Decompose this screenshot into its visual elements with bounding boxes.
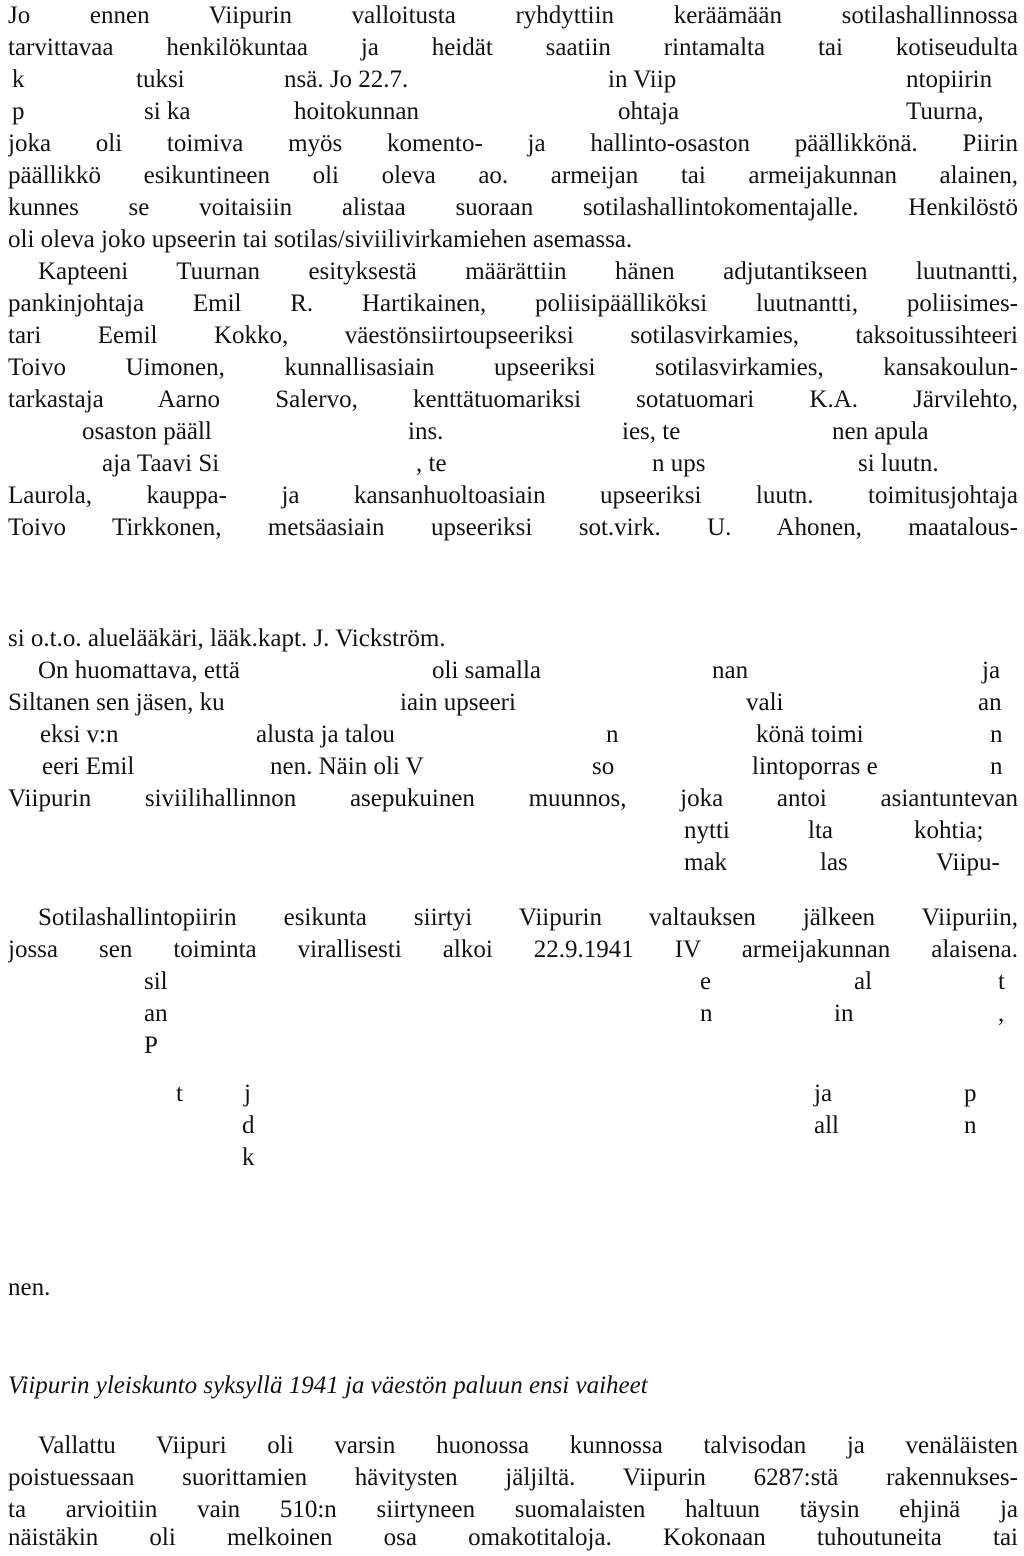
text-fragment: j — [244, 1080, 251, 1107]
text-fragment: t — [998, 968, 1005, 995]
text-line: Laurola, kauppa- ja kansanhuoltoasiain upseeriksi luutn. toimitusjohtaja — [8, 482, 1018, 509]
text-fragment: hoitokunnan — [294, 98, 419, 125]
text-fragment: nytti — [684, 817, 730, 844]
text-line: tarkastaja Aarno Salervo, kenttätuomariksi sotatuomari K.A. Järvilehto, — [8, 386, 1018, 413]
text-fragment: kohtia; — [914, 817, 984, 844]
text-fragment: iain upseeri — [400, 689, 516, 716]
text-line: si o.t.o. aluelääkäri, lääk.kapt. J. Vickström. — [8, 625, 446, 652]
text-fragment: in — [834, 1000, 854, 1027]
text-line: ta arvioitiin vain 510:n siirtyneen suomalaisten haltuun täysin ehjinä ja — [8, 1496, 1018, 1523]
text-line: Vallattu Viipuri oli varsin huonossa kunnossa talvisodan ja venäläisten — [38, 1432, 1018, 1459]
text-fragment: n — [700, 1000, 713, 1027]
text-fragment: so — [592, 753, 615, 780]
section-heading: Viipurin yleiskunto syksyllä 1941 ja väestön paluun ensi vaiheet — [8, 1372, 648, 1399]
text-fragment: osaston pääll — [82, 418, 212, 445]
text-fragment: mak — [684, 849, 728, 876]
text-fragment: Siltanen sen jäsen, ku — [8, 689, 225, 716]
text-fragment: p — [12, 98, 25, 125]
text-fragment: p — [964, 1080, 977, 1107]
text-line: Toivo Uimonen, kunnallisasiain upseeriksi sotilasvirkamies, kansakoulun- — [8, 354, 1018, 381]
text-line: oli oleva joko upseerin tai sotilas/siviilivirkamiehen asemassa. — [8, 226, 633, 253]
text-line: pankinjohtaja Emil R. Hartikainen, poliisipäälliköksi luutnantti, poliisimes- — [8, 290, 1018, 317]
text-fragment: nen apula — [832, 418, 929, 445]
text-fragment: lintoporras e — [752, 753, 878, 780]
text-fragment: n — [606, 721, 619, 748]
text-fragment: d — [242, 1112, 255, 1139]
text-line: päällikkö esikuntineen oli oleva ao. armeijan tai armeijakunnan alainen, — [8, 162, 1018, 189]
text-fragment: k — [12, 66, 25, 93]
text-fragment: Viipu- — [936, 849, 1000, 876]
text-fragment: ies, te — [622, 418, 681, 445]
text-fragment: si luutn. — [858, 450, 939, 477]
text-fragment: eksi v:n — [40, 721, 119, 748]
text-line: nen. — [8, 1274, 51, 1301]
text-fragment: lta — [808, 817, 833, 844]
text-fragment: , — [998, 1000, 1005, 1027]
text-fragment: oli samalla — [432, 657, 541, 684]
text-fragment: n ups — [652, 450, 706, 477]
text-fragment: n — [964, 1112, 977, 1139]
text-fragment: al — [854, 968, 873, 995]
text-fragment: ja — [982, 657, 1001, 684]
text-line: Viipurin siviilihallinnon asepukuinen muunnos, joka antoi asiantuntevan — [8, 785, 1018, 812]
text-fragment: n — [990, 753, 1003, 780]
text-line: joka oli toimiva myös komento- ja hallinto-osaston päällikkönä. Piirin — [8, 130, 1018, 157]
text-fragment: eeri Emil — [42, 753, 135, 780]
text-fragment: an — [978, 689, 1002, 716]
text-fragment: tuksi — [136, 66, 185, 93]
text-fragment: t — [176, 1080, 183, 1107]
text-fragment: nsä. Jo 22.7. — [284, 66, 409, 93]
text-fragment: sil — [144, 968, 168, 995]
text-line: kunnes se voitaisiin alistaa suoraan sotilashallintokomentajalle. Henkilöstö — [8, 194, 1018, 221]
text-fragment: Tuurna, — [906, 98, 984, 125]
text-line: näistäkin oli melkoinen osa omakotitaloja. Kokonaan tuhoutuneita tai — [8, 1524, 1018, 1551]
text-fragment: nan — [712, 657, 749, 684]
text-fragment: si ka — [144, 98, 191, 125]
text-fragment: P — [144, 1032, 158, 1059]
text-fragment: las — [820, 849, 848, 876]
text-line: Sotilashallintopiirin esikunta siirtyi Viipurin valtauksen jälkeen Viipuriin, — [38, 904, 1018, 931]
text-fragment: nen. Näin oli V — [270, 753, 424, 780]
document-page — [8, 0, 1020, 1556]
text-fragment: vali — [746, 689, 784, 716]
text-fragment: n — [990, 721, 1003, 748]
text-fragment: an — [144, 1000, 168, 1027]
text-fragment: ntopiirin — [906, 66, 993, 93]
text-fragment: in Viip — [608, 66, 677, 93]
text-line: Toivo Tirkkonen, metsäasiain upseeriksi sot.virk. U. Ahonen, maatalous- — [8, 514, 1018, 541]
text-fragment: On huomattava, että — [38, 657, 241, 684]
text-fragment: all — [814, 1112, 839, 1139]
text-fragment: alusta ja talou — [256, 721, 395, 748]
text-line: Jo ennen Viipurin valloitusta ryhdyttiin keräämään sotilashallinnossa — [8, 2, 1018, 29]
text-fragment: ohtaja — [618, 98, 680, 125]
text-fragment: , te — [416, 450, 447, 477]
text-line: tarvittavaa henkilökuntaa ja heidät saatiin rintamalta tai kotiseudulta — [8, 34, 1018, 61]
text-line: poistuessaan suorittamien hävitysten jäljiltä. Viipurin 6287:stä rakennukses- — [8, 1464, 1018, 1491]
text-fragment: ja — [814, 1080, 833, 1107]
text-fragment: k — [242, 1144, 255, 1171]
text-fragment: e — [700, 968, 712, 995]
text-line: Kapteeni Tuurnan esityksestä määrättiin hänen adjutantikseen luutnantti, — [38, 258, 1018, 285]
text-line: jossa sen toiminta virallisesti alkoi 22.9.1941 IV armeijakunnan alaisena. — [8, 936, 1018, 963]
text-fragment: könä toimi — [756, 721, 864, 748]
text-fragment: ins. — [408, 418, 444, 445]
text-fragment: aja Taavi Si — [102, 450, 220, 477]
text-line: tari Eemil Kokko, väestönsiirtoupseeriksi sotilasvirkamies, taksoitussihteeri — [8, 322, 1018, 349]
